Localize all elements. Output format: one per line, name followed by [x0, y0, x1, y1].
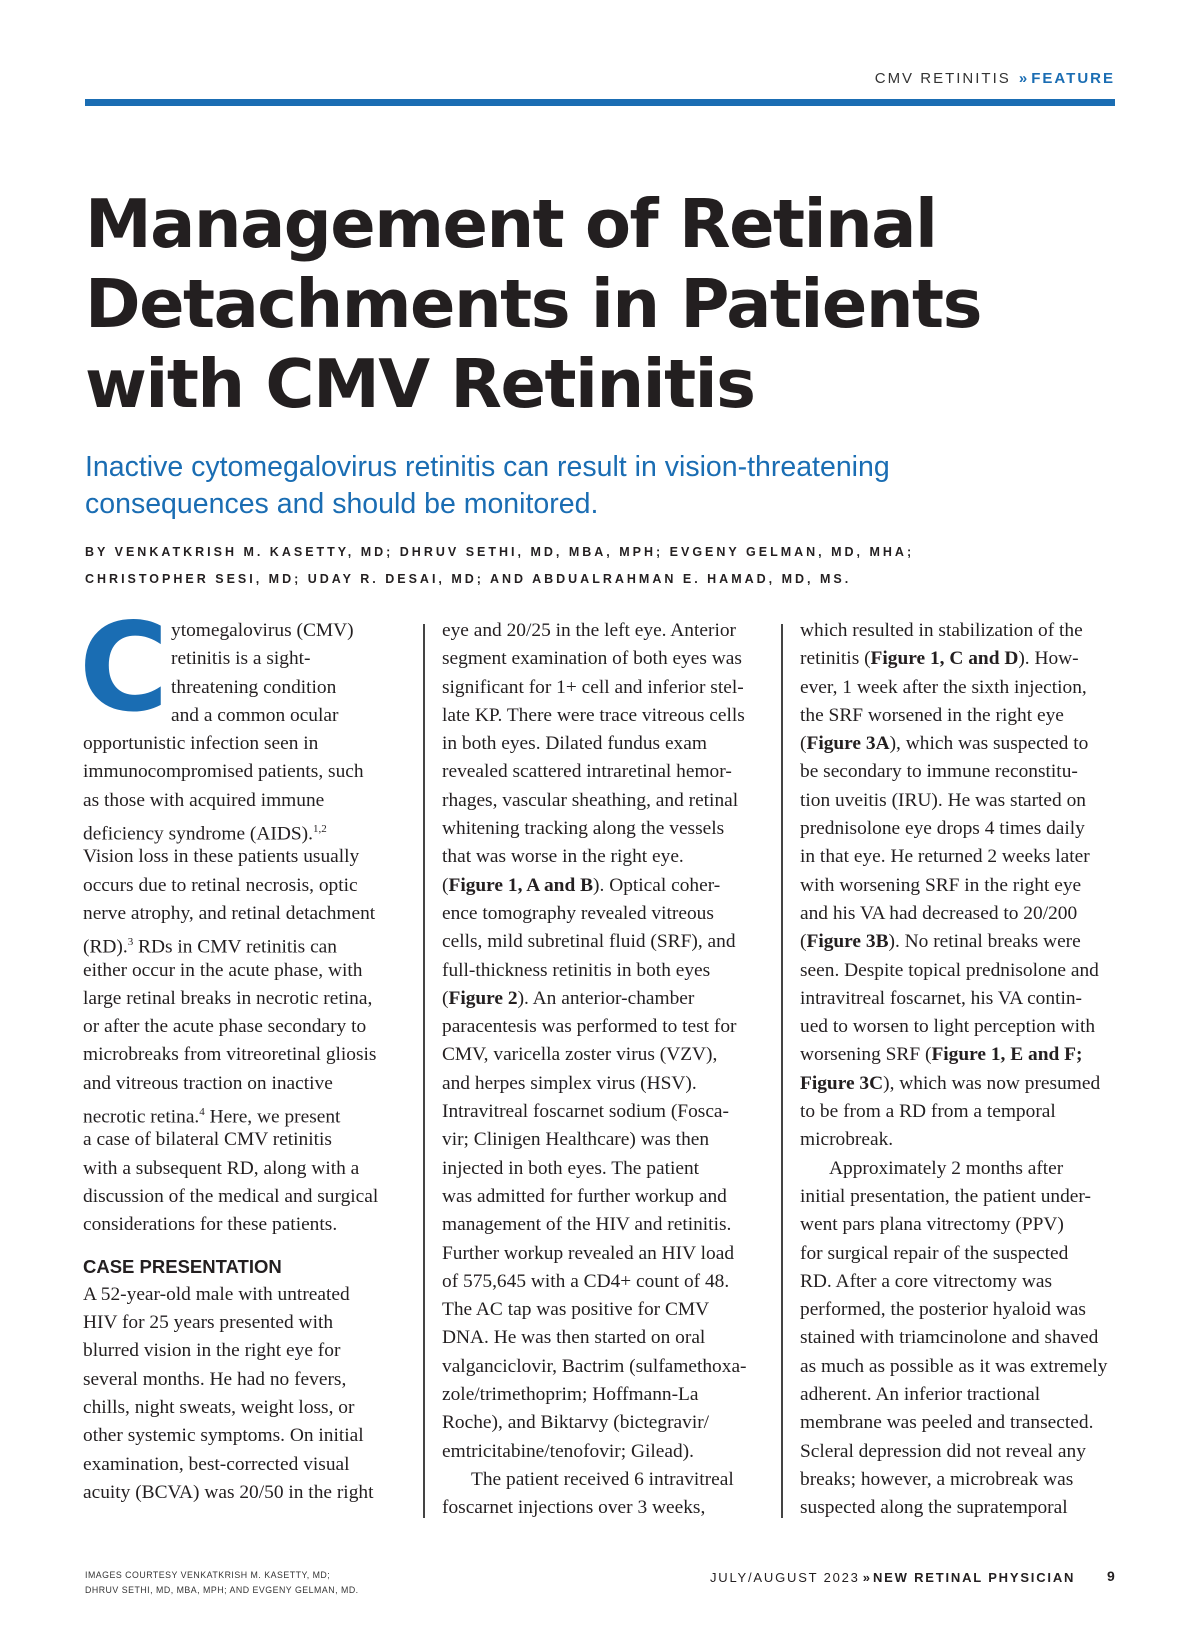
body-line: The patient received 6 intravitreal — [471, 1468, 734, 1490]
title-line: Management of Retinal — [85, 185, 937, 263]
body-line: blurred vision in the right eye for — [83, 1340, 341, 1362]
running-footer — [710, 1570, 1075, 1585]
figure-reference: Figure 3C — [800, 1072, 884, 1094]
header-separator: » — [1018, 70, 1028, 87]
body-line: ever, 1 week after the sixth injection, — [800, 676, 1087, 698]
body-line: immunocompromised patients, such — [83, 761, 364, 783]
page-number: 9 — [1107, 1568, 1115, 1584]
article-subtitle — [85, 449, 1125, 523]
byline — [85, 539, 1125, 593]
category-label: FEATURE — [1031, 70, 1115, 87]
body-line: eye and 20/25 in the left eye. Anterior — [442, 620, 736, 641]
body-line: nerve atrophy, and retinal detachment — [83, 902, 376, 924]
body-line: or after the acute phase secondary to — [83, 1016, 367, 1038]
body-line: (Figure 3A), which was suspected to — [800, 733, 1089, 755]
body-line: initial presentation, the patient under- — [800, 1185, 1091, 1207]
body-line: that was worse in the right eye. — [442, 846, 684, 868]
body-line: opportunistic infection seen in — [83, 733, 319, 755]
body-text: ), which was suspected to — [889, 733, 1089, 755]
body-line: The AC tap was positive for CMV — [442, 1299, 710, 1321]
figure-reference: Figure 2 — [448, 987, 518, 1009]
body-line: acuity (BCVA) was 20/50 in the right — [83, 1481, 374, 1503]
body-line: examination, best-corrected visual — [83, 1453, 350, 1475]
body-line: large retinal breaks in necrotic retina, — [83, 987, 373, 1009]
body-line: DNA. He was then started on oral — [442, 1327, 706, 1349]
figure-reference: Figure 1, A and B — [448, 874, 594, 896]
body-line: whitening tracking along the vessels — [442, 818, 725, 840]
body-line: Scleral depression did not reveal any — [800, 1440, 1086, 1462]
body-line: ence tomography revealed vitreous — [442, 902, 714, 924]
title-line: Detachments in Patients — [85, 265, 981, 343]
body-line: significant for 1+ cell and inferior stel- — [442, 676, 744, 698]
reference-superscript: 4 — [199, 1106, 205, 1119]
body-line: A 52-year-old male with untreated — [83, 1283, 350, 1305]
figure-reference: Figure 3A — [806, 733, 890, 755]
body-column-3 — [800, 617, 1120, 1523]
body-line: management of the HIV and retinitis. — [442, 1214, 732, 1236]
body-line: paracentesis was performed to test for — [442, 1016, 737, 1038]
body-line — [83, 1098, 401, 1126]
body-line: went pars plana vitrectomy (PPV) — [800, 1214, 1064, 1236]
issue-date: JULY/AUGUST 2023 — [710, 1570, 860, 1585]
byline-line: BY VENKATKRISH M. KASETTY, MD; DHRUV SETHI, MD, MBA, MPH; EVGENY GELMAN, MD, MHA; — [85, 545, 915, 559]
body-line: injected in both eyes. The patient — [442, 1157, 700, 1179]
credit-line: IMAGES COURTESY VENKATKRISH M. KASETTY, MD; — [85, 1570, 331, 1580]
body-line: breaks; however, a microbreak was — [800, 1468, 1074, 1490]
header-rule — [85, 99, 1115, 106]
body-line: as much as possible as it was extremely — [800, 1355, 1108, 1377]
body-line: Further workup revealed an HIV load — [442, 1242, 735, 1264]
body-line: several months. He had no fevers, — [83, 1368, 347, 1390]
body-line: and a common ocular — [171, 704, 339, 726]
section-heading: CASE PRESENTATION — [83, 1255, 282, 1277]
running-header — [875, 70, 1115, 87]
body-column-2 — [442, 617, 762, 1523]
body-line: adherent. An inferior tractional — [800, 1384, 1041, 1406]
body-text: RDs in CMV retinitis can — [133, 936, 337, 958]
body-text: ), which was now presumed — [883, 1072, 1101, 1094]
body-line: foscarnet injections over 3 weeks, — [442, 1497, 706, 1519]
body-line: membrane was peeled and transected. — [800, 1412, 1094, 1434]
body-line: be secondary to immune reconstitu- — [800, 761, 1078, 783]
body-line — [800, 1041, 1120, 1069]
body-line: segment examination of both eyes was — [442, 648, 742, 670]
magazine-name: NEW RETINAL PHYSICIAN — [872, 1570, 1076, 1585]
title-line: with CMV Retinitis — [85, 345, 755, 423]
figure-reference: Figure 1, E and F; — [931, 1044, 1083, 1066]
body-line: threatening condition — [171, 676, 337, 698]
body-text: ). An anterior-chamber — [517, 987, 695, 1009]
byline-line: CHRISTOPHER SESI, MD; UDAY R. DESAI, MD; AND ABDUALRAHMAN E. HAMAD, MD, MS. — [85, 572, 852, 586]
body-text: worsening SRF ( — [800, 1044, 932, 1066]
body-line: HIV for 25 years presented with — [83, 1312, 334, 1334]
body-line: zole/trimethoprim; Hoffmann-La — [442, 1384, 699, 1406]
body-line — [83, 928, 401, 956]
figure-reference: Figure 1, C and D — [870, 648, 1019, 670]
body-line: and herpes simplex virus (HSV). — [442, 1072, 697, 1094]
body-line: intravitreal foscarnet, his VA contin- — [800, 987, 1082, 1009]
body-line: valganciclovir, Bactrim (sulfamethoxa- — [442, 1355, 747, 1377]
body-line: in both eyes. Dilated fundus exam — [442, 733, 707, 755]
body-line: tion uveitis (IRU). He was started on — [800, 789, 1086, 811]
column-divider — [781, 624, 783, 1518]
body-line: performed, the posterior hyaloid was — [800, 1299, 1086, 1321]
body-line: ued to worsen to light perception with — [800, 1016, 1096, 1038]
body-line: with a subsequent RD, along with a — [83, 1157, 360, 1179]
body-line: with worsening SRF in the right eye — [800, 874, 1082, 896]
body-line: stained with triamcinolone and shaved — [800, 1327, 1099, 1349]
body-text: deficiency syndrome (AIDS). — [83, 823, 313, 845]
body-line — [800, 645, 1120, 673]
body-line: which resulted in stabilization of the — [800, 620, 1083, 641]
body-line: ytomegalovirus (CMV) — [171, 620, 354, 641]
body-line: (Figure 3B). No retinal breaks were — [800, 931, 1081, 953]
body-line: a case of bilateral CMV retinitis — [83, 1129, 332, 1151]
body-line: cells, mild subretinal fluid (SRF), and — [442, 931, 736, 953]
body-text: Here, we present — [204, 1106, 341, 1128]
body-line: was admitted for further workup and — [442, 1185, 727, 1207]
body-line: microbreak. — [800, 1129, 894, 1151]
body-text: necrotic retina. — [83, 1106, 200, 1128]
body-line: (Figure 1, A and B). Optical coher- — [442, 874, 721, 896]
body-line — [800, 1070, 1120, 1098]
body-line: prednisolone eye drops 4 times daily — [800, 818, 1085, 840]
subtitle-line: consequences and should be monitored. — [85, 488, 599, 520]
body-text: ). How- — [1018, 648, 1079, 670]
article-title — [85, 184, 1125, 424]
body-line: rhages, vascular sheathing, and retinal — [442, 789, 739, 811]
body-line: emtricitabine/tenofovir; Gilead). — [442, 1440, 694, 1462]
section-label: CMV RETINITIS — [874, 70, 1011, 87]
body-text: ). No retinal breaks were — [888, 931, 1081, 953]
body-line: to be from a RD from a temporal — [800, 1101, 1056, 1123]
body-line: as those with acquired immune — [83, 789, 325, 811]
body-line: Intravitreal foscarnet sodium (Fosca- — [442, 1101, 729, 1123]
body-line: Approximately 2 months after — [829, 1157, 1064, 1179]
body-line: Vision loss in these patients usually — [83, 846, 360, 868]
body-line: (Figure 2). An anterior-chamber — [442, 987, 695, 1009]
body-line: late KP. There were trace vitreous cells — [442, 704, 745, 726]
body-line: seen. Despite topical prednisolone and — [800, 959, 1099, 981]
body-line: full-thickness retinitis in both eyes — [442, 959, 711, 981]
body-line: suspected along the supratemporal — [800, 1497, 1068, 1519]
body-text: retinitis ( — [800, 648, 871, 670]
body-line: other systemic symptoms. On initial — [83, 1425, 364, 1447]
body-line: vir; Clinigen Healthcare) was then — [442, 1129, 710, 1151]
body-line — [83, 815, 401, 843]
body-line: and vitreous traction on inactive — [83, 1072, 333, 1094]
body-line: either occur in the acute phase, with — [83, 959, 363, 981]
body-line: of 575,645 with a CD4+ count of 48. — [442, 1270, 730, 1292]
body-line: chills, night sweats, weight loss, or — [83, 1397, 355, 1419]
body-line: for surgical repair of the suspected — [800, 1242, 1069, 1264]
body-line: retinitis is a sight- — [171, 648, 311, 670]
body-line: CMV, varicella zoster virus (VZV), — [442, 1044, 718, 1066]
body-text: ). Optical coher- — [593, 874, 721, 896]
reference-superscript: 3 — [127, 936, 134, 949]
body-text: (RD). — [83, 936, 128, 958]
footer-separator: » — [862, 1570, 870, 1585]
body-line: RD. After a core vitrectomy was — [800, 1270, 1052, 1292]
figure-reference: Figure 3B — [806, 931, 889, 953]
reference-superscript: 1,2 — [312, 823, 327, 836]
body-line: in that eye. He returned 2 weeks later — [800, 846, 1090, 868]
body-line: microbreaks from vitreoretinal gliosis — [83, 1044, 377, 1066]
drop-cap: C — [79, 597, 169, 739]
body-line: and his VA had decreased to 20/200 — [800, 902, 1078, 924]
subtitle-line: Inactive cytomegalovirus retinitis can result in vision-threatening — [85, 451, 890, 483]
body-line: considerations for these patients. — [83, 1214, 338, 1236]
body-line: discussion of the medical and surgical — [83, 1185, 379, 1207]
body-line: the SRF worsened in the right eye — [800, 704, 1064, 726]
body-line: revealed scattered intraretinal hemor- — [442, 761, 732, 783]
body-line: occurs due to retinal necrosis, optic — [83, 874, 358, 896]
column-divider — [423, 624, 425, 1518]
body-line: Roche), and Biktarvy (bictegravir/ — [442, 1412, 710, 1434]
body-column-1 — [83, 617, 401, 1507]
credit-line: DHRUV SETHI, MD, MBA, MPH; AND EVGENY GELMAN, MD. — [85, 1585, 359, 1595]
image-credit — [85, 1568, 359, 1598]
